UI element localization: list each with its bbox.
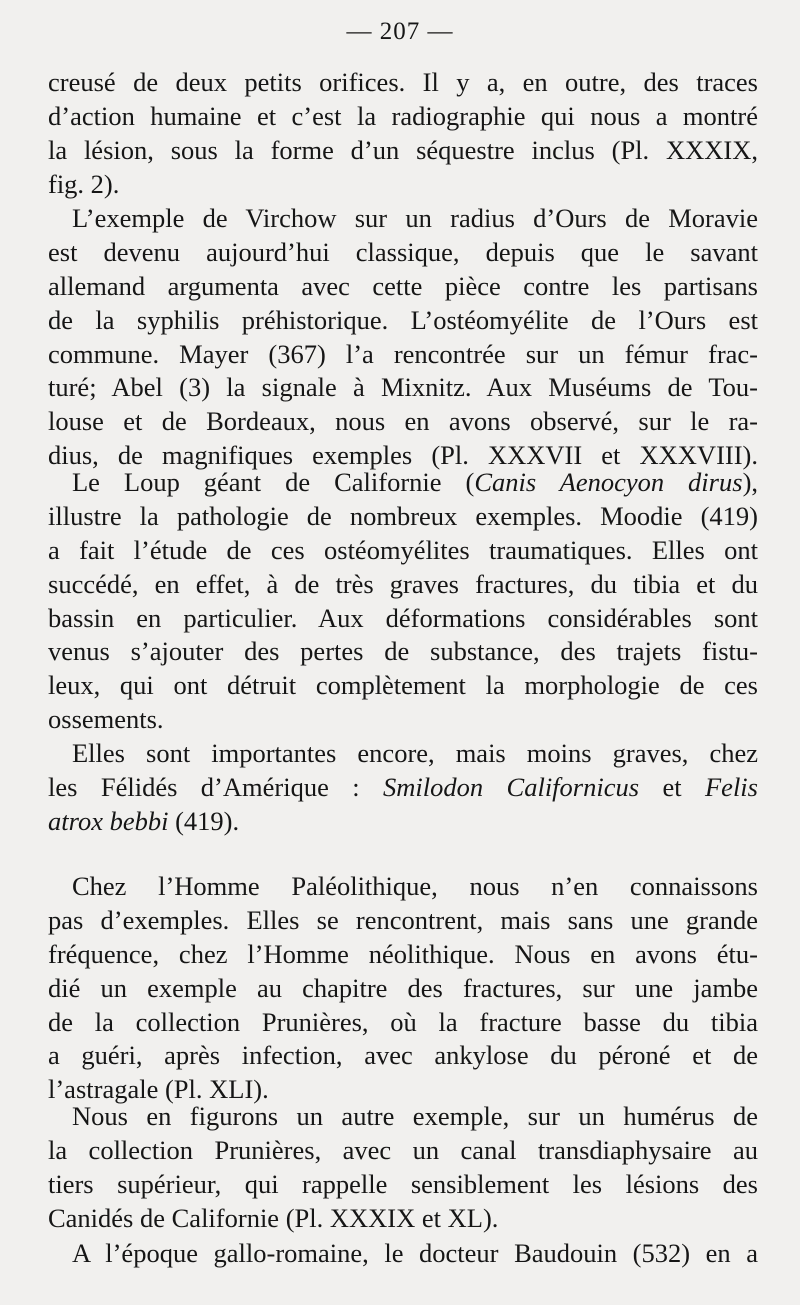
text-run: ), [742,467,759,497]
text-line: leux, qui ont détruit complètement la morphologie de ces [48,670,758,701]
text-line: fig. 2). [48,168,120,199]
text-line: tiers supérieur, qui rappelle sensiblement les lésions des [48,1168,758,1199]
text-line: d’action humaine et c’est la radiographie qui nous a montré [48,100,758,131]
species-name: Felis [705,771,758,802]
text-line: illustre la pathologie de nombreux exemples. Moodie (419) [48,500,758,531]
text-line: l’astragale (Pl. XLI). [48,1074,269,1105]
text-line: Canidés de Californie (Pl. XXXIX et XL). [48,1202,499,1233]
text-line: Elles sont importantes encore, mais moins graves, chez [72,738,758,768]
text-line: Nous en figurons un autre exemple, sur un humérus de [72,1101,758,1131]
paragraph-3 [48,466,758,737]
text-line: dié un exemple au chapitre des fractures, sur une jambe [48,972,758,1003]
page-number: — 207 — [346,18,454,45]
species-name: Canis Aenocyon dirus [474,467,743,497]
paragraph-2 [48,202,758,473]
text-line: commune. Mayer (367) l’a rencontrée sur un fémur frac- [48,338,758,369]
text-run: Le Loup géant de Californie ( [72,467,475,497]
text-line: allemand argumenta avec cette pièce contre les partisans [48,270,758,301]
paragraph-6 [48,1100,758,1236]
text-line: la lésion, sous la forme d’un séquestre inclus (Pl. XXXIX, [48,134,758,165]
text-line: L’exemple de Virchow sur un radius d’Ours de Moravie [72,203,758,233]
text-line: a guéri, après infection, avec ankylose du péroné et de [48,1040,758,1071]
text-line: louse et de Bordeaux, nous en avons observé, sur le ra- [48,406,758,437]
text-line: fréquence, chez l’Homme néolithique. Nous en avons étu- [48,938,758,969]
text-line: de la collection Prunières, où la fracture basse du tibia [48,1006,758,1037]
paragraph-5 [48,870,758,1107]
text-line [48,805,758,839]
text-line: est devenu aujourd’hui classique, depuis que le savant [48,236,758,267]
paragraph-1 [48,66,758,202]
text-line: creusé de deux petits orifices. Il y a, en outre, des traces [48,67,758,97]
text-line: bassin en particulier. Aux déformations considérables sont [48,602,758,633]
text-line: de la syphilis préhistorique. L’ostéomyélite de l’Ours est [48,304,758,335]
text-line: dius, de magnifiques exemples (Pl. XXXVII et XXXVIII). [48,440,758,471]
text-line: ossements. [48,704,164,735]
text-line: succédé, en effet, à de très graves fractures, du tibia et du [48,568,758,599]
text-line: venus s’ajouter des pertes de substance, des trajets fistu- [48,636,758,667]
species-name: atrox bebbi [48,805,169,836]
text-line: pas d’exemples. Elles se rencontrent, mais sans une grande [48,904,758,935]
paragraph-4 [48,737,758,839]
text-run: (419). [168,805,240,836]
text-line: a fait l’étude de ces ostéomyélites traumatiques. Elles ont [48,534,758,565]
text-line: Chez l’Homme Paléolithique, nous n’en connaissons [72,871,758,901]
text-line [48,771,758,805]
species-name: Smilodon Californicus [383,771,640,802]
text-line: la collection Prunières, avec un canal transdiaphysaire au [48,1134,758,1165]
text-line: A l’époque gallo-romaine, le docteur Baudouin (532) en a [72,1238,758,1268]
text-run: et [639,771,705,802]
text-run: les Félidés d’Amérique : [48,771,384,802]
paragraph-7 [48,1237,758,1271]
text-line [48,466,758,500]
text-line: turé; Abel (3) la signale à Mixnitz. Aux Muséums de Tou- [48,372,758,403]
